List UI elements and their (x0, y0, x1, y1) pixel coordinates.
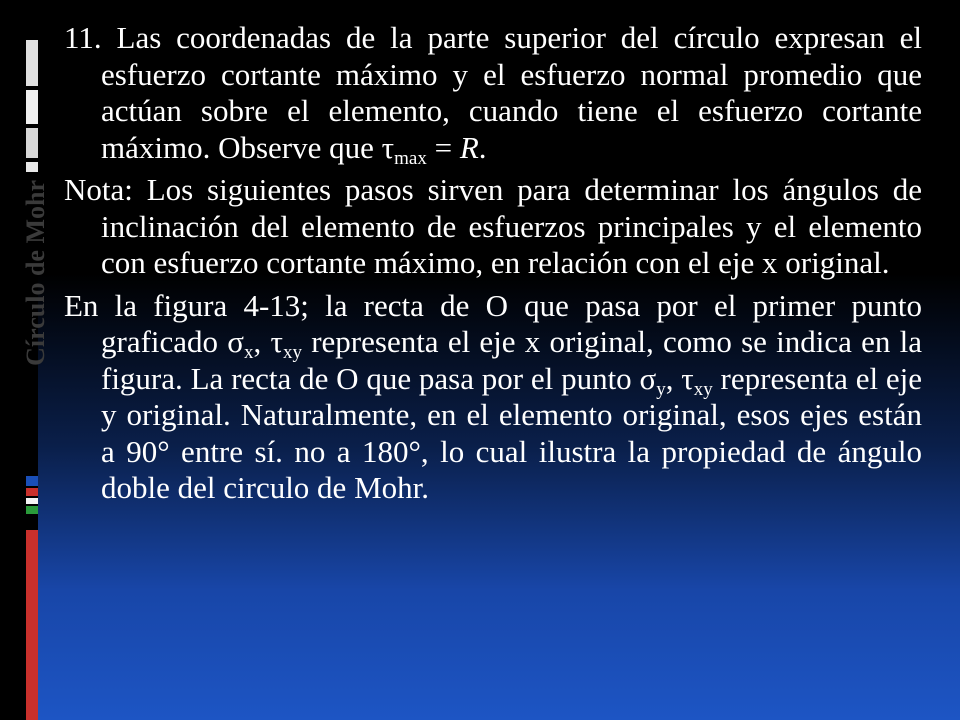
paragraph-note (64, 172, 922, 282)
subscript: xy (282, 342, 302, 363)
subscript: x (244, 342, 254, 363)
sigma-symbol: σ (639, 360, 657, 396)
tau-symbol: τ (381, 129, 395, 165)
text-run: 11. Las coordenadas de la parte superior del círculo expresan el esfuerzo cortante máximo y el esfuerzo normal promedio que actúan sobre el elemento, cuando tiene el esfuerzo cortante máximo. Observe que (64, 20, 922, 165)
subscript: max (394, 147, 427, 169)
text-run: , (665, 360, 682, 396)
left-decorative-strip (0, 0, 50, 720)
tau-symbol: τ (681, 360, 694, 396)
strip-block (26, 40, 38, 86)
paragraph-step-11 (64, 20, 922, 169)
strip-block (26, 162, 38, 172)
sigma-symbol: σ (227, 324, 244, 359)
strip-block (26, 498, 38, 504)
slide-body (64, 20, 922, 513)
text-run: Nota: Los siguientes pasos sirven para determinar los ángulos de inclinación del elemento de esfuerzos principales y el elemento con esfuerzo cortante máximo, en relación con el eje x original. (64, 172, 922, 280)
vertical-slide-title: Círculo de Mohr (21, 180, 50, 366)
strip-block (26, 488, 38, 496)
text-run: = (426, 129, 460, 165)
text-run: , (253, 324, 271, 359)
subscript: xy (693, 378, 713, 400)
strip-block (26, 530, 38, 720)
paragraph-figure (64, 288, 922, 507)
text-run: representa el eje y original. Naturalmente, en el elemento original, esos ejes están a 90° entre sí. no a 180°, lo cual ilustra la propiedad de ángulo doble del circulo de Mohr. (101, 360, 922, 505)
text-run: representa el eje x original, como se indica en la figura. La recta de O que pasa por el punto (101, 324, 922, 396)
strip-block (26, 506, 38, 514)
strip-block (26, 128, 38, 158)
text-run: . (478, 129, 487, 165)
italic-r: R (459, 129, 479, 165)
strip-block (26, 90, 38, 124)
tau-symbol: τ (270, 324, 283, 359)
text-run: En la figura 4-13; la recta de O que pasa por el primer punto graficado (64, 287, 922, 359)
subscript: y (656, 378, 666, 400)
